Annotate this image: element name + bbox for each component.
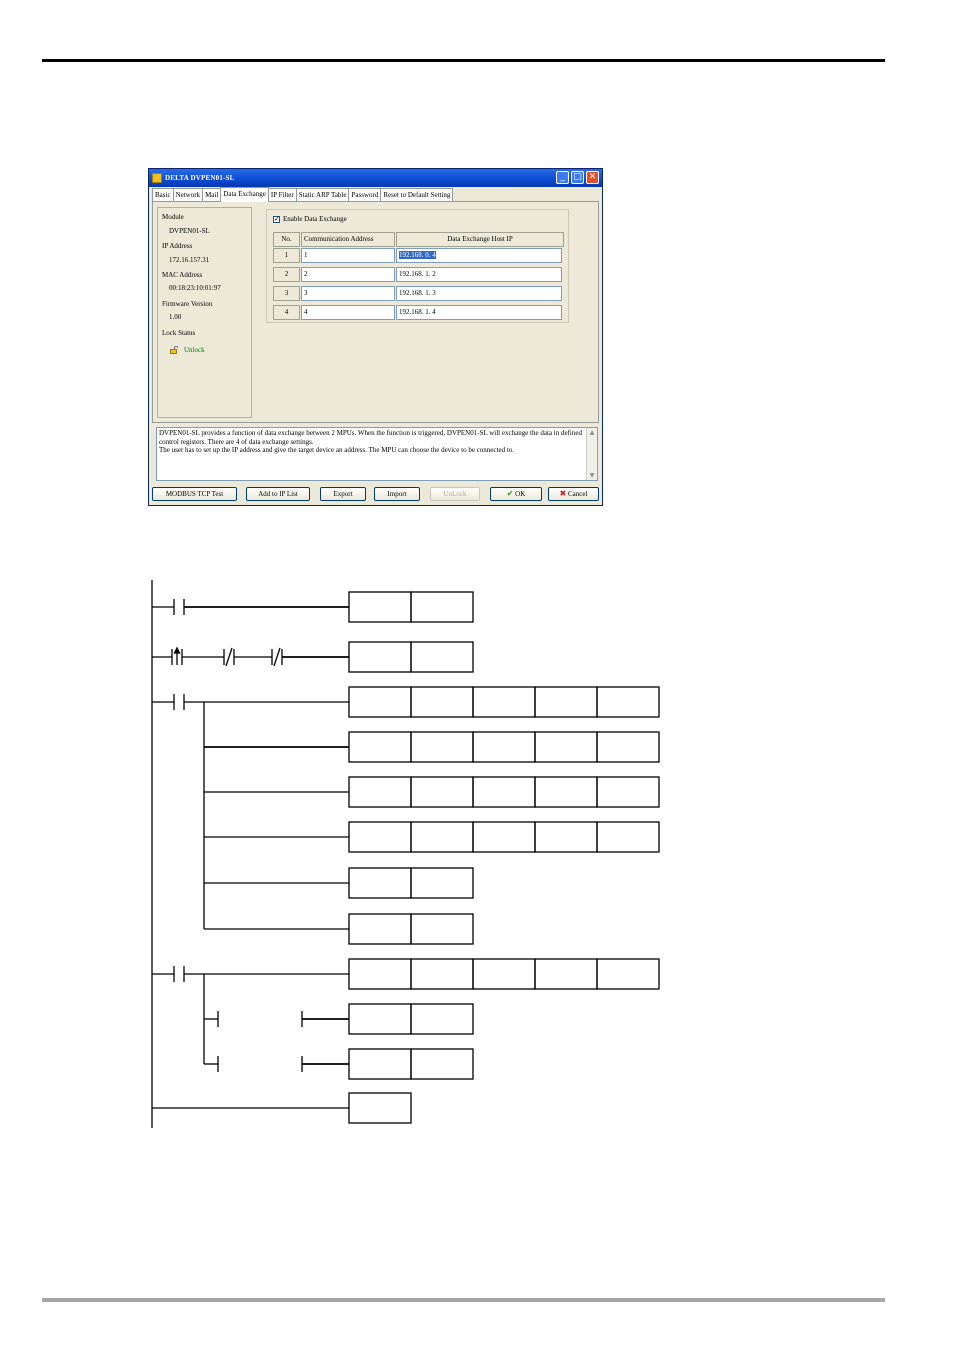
enable-data-exchange-label: Enable Data Exchange <box>283 215 347 223</box>
mac-value: 00:18:23:10:01:97 <box>169 284 221 292</box>
row-no: 3 <box>273 286 300 301</box>
tab-password[interactable]: Password <box>348 188 381 201</box>
rung-3 <box>152 687 659 944</box>
description-line-2: The user has to set up the IP address and give the target device an address. The MPU can choose the device to be connected to. <box>159 446 515 454</box>
col-header-ip: Data Exchange Host IP <box>396 232 564 247</box>
module-label: Module <box>162 213 184 221</box>
minimize-icon[interactable]: _ <box>556 171 569 184</box>
tab-reset-default[interactable]: Reset to Default Setting <box>380 188 453 201</box>
tab-data-exchange[interactable]: Data Exchange <box>220 187 269 202</box>
cancel-label: Cancel <box>568 490 588 498</box>
unlock-button[interactable]: UnLock <box>430 487 480 501</box>
add-to-ip-list-button[interactable]: Add to IP List <box>246 487 310 501</box>
host-ip-input-2[interactable]: 192.168. 1. 2 <box>396 267 562 282</box>
ip-value: 172.16.157.31 <box>169 256 210 264</box>
lock-status-value: Unlock <box>184 346 205 354</box>
tab-ip-filter[interactable]: IP Filter <box>268 188 297 201</box>
scroll-up-icon[interactable]: ▲ <box>589 429 595 436</box>
import-button[interactable]: Import <box>374 487 420 501</box>
col-header-address: Communication Address <box>301 232 395 247</box>
export-button[interactable]: Export <box>320 487 366 501</box>
tab-network[interactable]: Network <box>173 188 204 201</box>
bottom-rule <box>42 1298 885 1302</box>
cancel-x-icon: ✖ <box>559 489 567 498</box>
rung-5 <box>152 1093 411 1123</box>
comm-address-input-4[interactable]: 4 <box>301 305 395 320</box>
tab-static-arp-table[interactable]: Static ARP Table <box>296 188 350 201</box>
window-title: DELTA DVPEN01-SL <box>165 174 235 182</box>
host-ip-input-4[interactable]: 192.168. 1. 4 <box>396 305 562 320</box>
rung-2 <box>152 642 473 672</box>
rung-4 <box>152 959 659 1079</box>
check-icon: ✔ <box>506 489 514 498</box>
close-icon[interactable]: ✕ <box>586 171 599 184</box>
comm-address-input-1[interactable]: 1 <box>301 248 395 263</box>
row-no: 1 <box>273 248 300 263</box>
modbus-tcp-test-button[interactable]: MODBUS TCP Test <box>152 487 237 501</box>
row-no: 4 <box>273 305 300 320</box>
host-ip-input-3[interactable]: 192.168. 1. 3 <box>396 286 562 301</box>
tab-basic[interactable]: Basic <box>152 188 174 201</box>
module-value: DVPEN01-SL <box>169 227 210 235</box>
col-header-no: No. <box>273 232 300 247</box>
maximize-icon[interactable]: □ <box>571 171 584 184</box>
mac-label: MAC Address <box>162 271 203 279</box>
row-no: 2 <box>273 267 300 282</box>
rung-1 <box>152 592 473 622</box>
enable-data-exchange-checkbox[interactable]: ✓ <box>274 214 280 223</box>
comm-address-input-3[interactable]: 3 <box>301 286 395 301</box>
host-ip-value-1: 192.168. 0. 4 <box>399 251 436 259</box>
comm-address-input-2[interactable]: 2 <box>301 267 395 282</box>
lock-status-label: Lock Status <box>162 329 196 337</box>
scroll-down-icon[interactable]: ▼ <box>589 472 595 479</box>
firmware-value: 1.00 <box>169 313 182 321</box>
firmware-label: Firmware Version <box>162 300 213 308</box>
ok-label: OK <box>515 490 526 498</box>
ip-label: IP Address <box>162 242 193 250</box>
tab-mail[interactable]: Mail <box>202 188 221 201</box>
description-line-1: DVPEN01-SL provides a function of data exchange between 2 MPUs. When the function is triggered, DVPEN01-SL will exchange the data in defined control registers. There are 4 of data exchange settings. <box>159 429 582 446</box>
